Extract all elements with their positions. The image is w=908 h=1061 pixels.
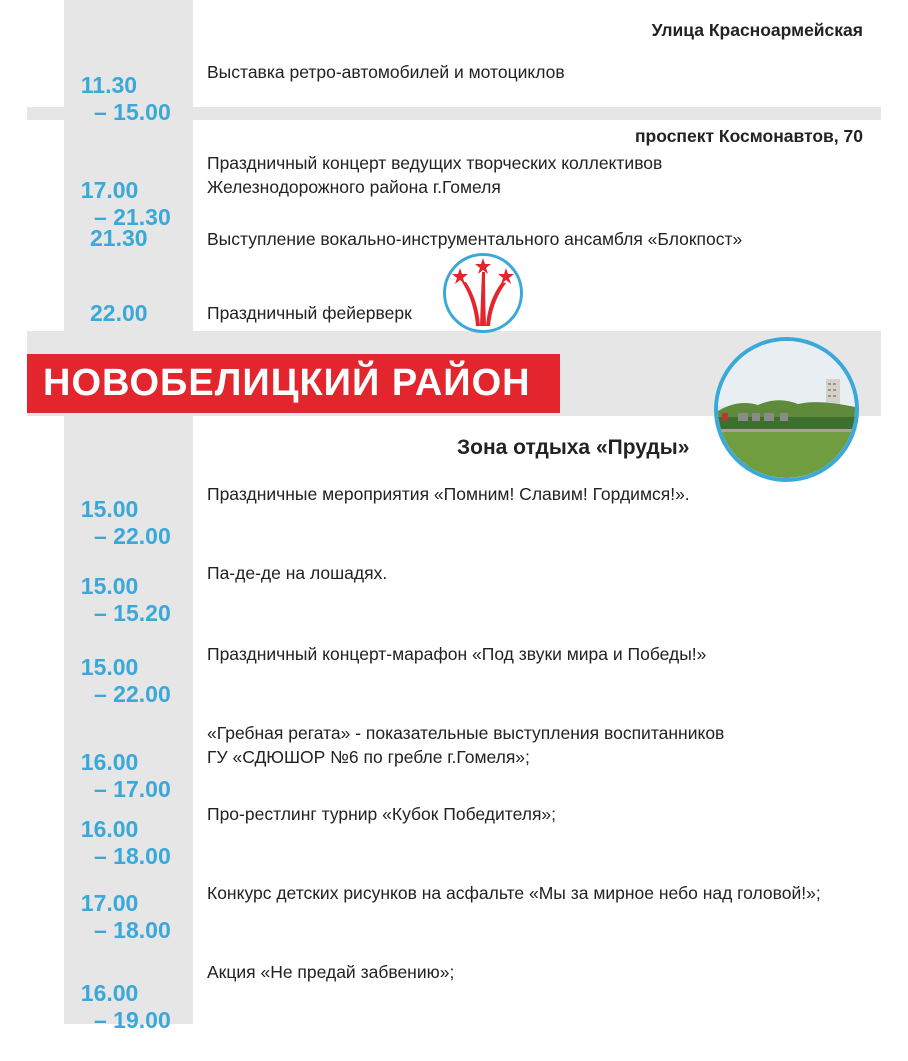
event-time: 17.00 – 18.00 — [80, 890, 171, 943]
event-description: Па-де-де на лошадях. — [207, 563, 388, 583]
firework-icon — [443, 253, 523, 333]
event-description: Конкурс детских рисунков на асфальте «Мы за мирное небо над головой!»; — [207, 883, 821, 903]
event-description: Праздничный фейерверк — [207, 303, 412, 323]
event-description: Выступление вокально-инструментального ансамбля «Блокпост» — [207, 229, 743, 249]
event-time: 16.00 – 19.00 — [80, 980, 171, 1033]
location-label: проспект Космонавтов, 70 — [634, 126, 863, 146]
event-description: Акция «Не предай забвению»; — [207, 962, 455, 982]
event-description: «Гребная регата» - показательные выступления воспитанников ГУ «СДЮШОР №6 по гребле г.Гомеля»; — [207, 723, 725, 767]
location-label: Улица Красноармейская — [651, 20, 863, 40]
event-description: Про-рестлинг турнир «Кубок Победителя»; — [207, 804, 557, 824]
event-time: 16.00 – 17.00 — [80, 749, 171, 802]
park-photo — [714, 337, 859, 482]
event-description: Праздничные мероприятия «Помним! Славим! Гордимся!». — [207, 484, 690, 504]
event-time: 17.00 – 21.30 — [80, 177, 171, 230]
zone-title: Зона отдыха «Пруды» — [457, 436, 690, 459]
event-description: Праздничный концерт-марафон «Под звуки мира и Победы!» — [207, 644, 707, 664]
event-description: Праздничный концерт ведущих творческих коллективов Железнодорожного района г.Гомеля — [207, 153, 663, 197]
event-time: 15.00 – 22.00 — [80, 654, 171, 707]
event-description: Выставка ретро-автомобилей и мотоциклов — [207, 62, 565, 82]
event-time: 22.00 — [90, 300, 148, 326]
event-time: 15.00 – 22.00 — [80, 496, 171, 549]
event-time: 16.00 – 18.00 — [80, 816, 171, 869]
event-time: 15.00 – 15.20 — [80, 573, 171, 626]
district-banner: НОВОБЕЛИЦКИЙ РАЙОН — [27, 354, 560, 413]
event-time: 21.30 — [90, 225, 148, 251]
event-time: 11.30 – 15.00 — [80, 72, 171, 125]
